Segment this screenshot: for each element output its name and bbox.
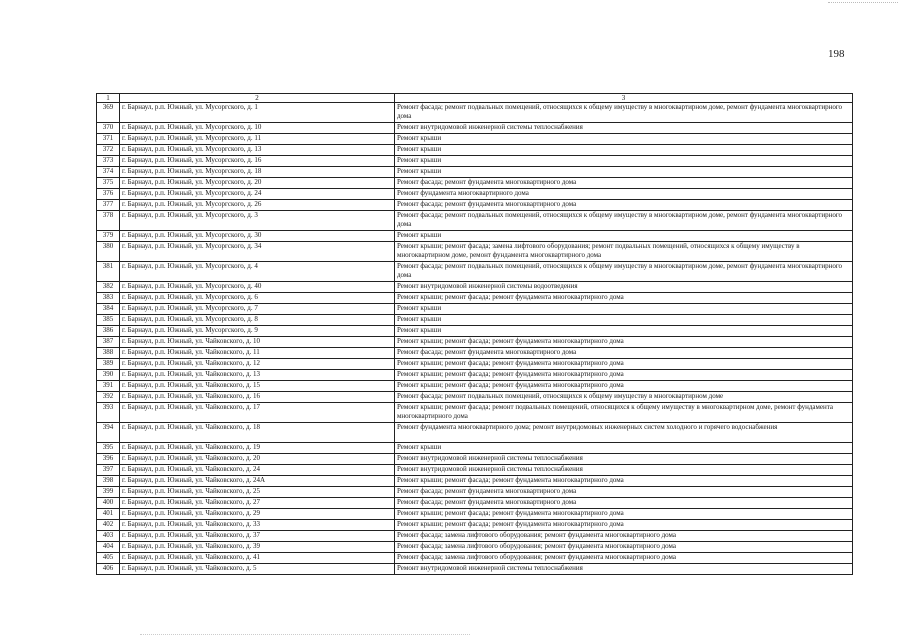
- table-header-row: [97, 94, 853, 103]
- row-works: Ремонт крыши; ремонт фасада; ремонт фундамента многоквартирного дома: [395, 381, 853, 392]
- table-row: [97, 282, 853, 293]
- row-number: 400: [97, 498, 120, 509]
- row-works: Ремонт фасада; замена лифтового оборудования; ремонт фундамента многоквартирного дома: [395, 531, 853, 542]
- table-row: [97, 443, 853, 454]
- row-works: Ремонт фасада; ремонт фундамента многоквартирного дома: [395, 178, 853, 189]
- row-address: г. Барнаул, р.п. Южный, ул. Мусоргского, д. 30: [120, 231, 395, 242]
- row-address: г. Барнаул, р.п. Южный, ул. Мусоргского, д. 13: [120, 145, 395, 156]
- row-works: Ремонт крыши: [395, 167, 853, 178]
- page-number: 198: [828, 48, 845, 60]
- row-works: Ремонт крыши: [395, 326, 853, 337]
- row-works: Ремонт фасада; ремонт фундамента многоквартирного дома: [395, 498, 853, 509]
- row-works: Ремонт крыши: [395, 134, 853, 145]
- row-address: г. Барнаул, р.п. Южный, ул. Чайковского, д. 20: [120, 454, 395, 465]
- top-rule: [828, 2, 898, 3]
- table-row: [97, 465, 853, 476]
- row-address: г. Барнаул, р.п. Южный, ул. Мусоргского, д. 10: [120, 123, 395, 134]
- table-row: [97, 167, 853, 178]
- row-number: 381: [97, 262, 120, 282]
- row-number: 387: [97, 337, 120, 348]
- table-row: [97, 381, 853, 392]
- row-address: г. Барнаул, р.п. Южный, ул. Чайковского, д. 27: [120, 498, 395, 509]
- footer-marks: [140, 634, 470, 635]
- row-works: Ремонт фасада; замена лифтового оборудования; ремонт фундамента многоквартирного дома: [395, 553, 853, 564]
- row-address: г. Барнаул, р.п. Южный, ул. Мусоргского, д. 40: [120, 282, 395, 293]
- row-address: г. Барнаул, р.п. Южный, ул. Чайковского, д. 19: [120, 443, 395, 454]
- header-col-3: 3: [395, 94, 853, 103]
- row-works: Ремонт фасада; замена лифтового оборудования; ремонт фундамента многоквартирного дома: [395, 542, 853, 553]
- row-number: 378: [97, 211, 120, 231]
- table-row: [97, 370, 853, 381]
- row-works: Ремонт фасада; ремонт фундамента многоквартирного дома: [395, 200, 853, 211]
- row-number: 382: [97, 282, 120, 293]
- row-number: 373: [97, 156, 120, 167]
- row-number: 395: [97, 443, 120, 454]
- row-number: 388: [97, 348, 120, 359]
- table-row: [97, 348, 853, 359]
- row-address: г. Барнаул, р.п. Южный, ул. Мусоргского, д. 16: [120, 156, 395, 167]
- row-number: 394: [97, 423, 120, 443]
- table-row: [97, 211, 853, 231]
- row-number: 401: [97, 509, 120, 520]
- row-works: Ремонт фундамента многоквартирного дома: [395, 189, 853, 200]
- row-number: 385: [97, 315, 120, 326]
- table-row: [97, 564, 853, 575]
- row-number: 370: [97, 123, 120, 134]
- row-number: 391: [97, 381, 120, 392]
- row-number: 405: [97, 553, 120, 564]
- row-number: 384: [97, 304, 120, 315]
- table-row: [97, 403, 853, 423]
- row-number: 380: [97, 242, 120, 262]
- row-number: 398: [97, 476, 120, 487]
- row-number: 369: [97, 103, 120, 123]
- row-works: Ремонт крыши; ремонт фасада; ремонт фундамента многоквартирного дома: [395, 520, 853, 531]
- table-row: [97, 520, 853, 531]
- row-works: Ремонт крыши: [395, 156, 853, 167]
- row-number: 376: [97, 189, 120, 200]
- row-address: г. Барнаул, р.п. Южный, ул. Мусоргского, д. 26: [120, 200, 395, 211]
- table-row: [97, 123, 853, 134]
- row-address: г. Барнаул, р.п. Южный, ул. Мусоргского, д. 11: [120, 134, 395, 145]
- table-row: [97, 423, 853, 443]
- row-works: Ремонт крыши: [395, 231, 853, 242]
- row-address: г. Барнаул, р.п. Южный, ул. Мусоргского, д. 4: [120, 262, 395, 282]
- row-number: 402: [97, 520, 120, 531]
- row-address: г. Барнаул, р.п. Южный, ул. Чайковского, д. 12: [120, 359, 395, 370]
- table-row: [97, 242, 853, 262]
- row-address: г. Барнаул, р.п. Южный, ул. Чайковского, д. 24: [120, 465, 395, 476]
- row-address: г. Барнаул, р.п. Южный, ул. Чайковского, д. 29: [120, 509, 395, 520]
- row-works: Ремонт крыши; ремонт фасада; ремонт фундамента многоквартирного дома: [395, 293, 853, 304]
- row-number: 399: [97, 487, 120, 498]
- row-works: Ремонт крыши; ремонт фасада; ремонт подвальных помещений, относящихся к общему имуществу в многоквартирном доме, ремонт фундамента многоквартирного дома: [395, 403, 853, 423]
- row-works: Ремонт фасада; ремонт подвальных помещений, относящихся к общему имуществу в многоквартирном доме, ремонт фундамента многоквартирного дома: [395, 262, 853, 282]
- row-number: 403: [97, 531, 120, 542]
- table-row: [97, 509, 853, 520]
- row-works: Ремонт фасада; ремонт подвальных помещений, относящихся к общему имуществу в многоквартирном доме, ремонт фундамента многоквартирного дома: [395, 103, 853, 123]
- row-works: Ремонт крыши; ремонт фасада; ремонт фундамента многоквартирного дома: [395, 337, 853, 348]
- row-works: Ремонт крыши: [395, 304, 853, 315]
- row-address: г. Барнаул, р.п. Южный, ул. Мусоргского, д. 3: [120, 211, 395, 231]
- row-number: 393: [97, 403, 120, 423]
- row-works: Ремонт фасада; ремонт фундамента многоквартирного дома: [395, 348, 853, 359]
- row-address: г. Барнаул, р.п. Южный, ул. Мусоргского, д. 7: [120, 304, 395, 315]
- row-number: 386: [97, 326, 120, 337]
- row-address: г. Барнаул, р.п. Южный, ул. Мусоргского, д. 9: [120, 326, 395, 337]
- table-row: [97, 145, 853, 156]
- header-col-1: 1: [97, 94, 120, 103]
- row-works: Ремонт крыши: [395, 315, 853, 326]
- row-address: г. Барнаул, р.п. Южный, ул. Мусоргского, д. 18: [120, 167, 395, 178]
- row-address: г. Барнаул, р.п. Южный, ул. Чайковского, д. 24А: [120, 476, 395, 487]
- row-address: г. Барнаул, р.п. Южный, ул. Чайковского, д. 11: [120, 348, 395, 359]
- row-address: г. Барнаул, р.п. Южный, ул. Мусоргского, д. 34: [120, 242, 395, 262]
- row-number: 377: [97, 200, 120, 211]
- table-row: [97, 337, 853, 348]
- row-works: Ремонт крыши; ремонт фасада; ремонт фундамента многоквартирного дома: [395, 359, 853, 370]
- table-row: [97, 189, 853, 200]
- table-row: [97, 103, 853, 123]
- row-address: г. Барнаул, р.п. Южный, ул. Чайковского, д. 10: [120, 337, 395, 348]
- table-row: [97, 231, 853, 242]
- row-address: г. Барнаул, р.п. Южный, ул. Чайковского, д. 5: [120, 564, 395, 575]
- row-works: Ремонт внутридомовой инженерной системы водоотведения: [395, 282, 853, 293]
- row-works: Ремонт внутридомовой инженерной системы теплоснабжения: [395, 123, 853, 134]
- table-row: [97, 293, 853, 304]
- table-row: [97, 531, 853, 542]
- row-works: Ремонт фасада; ремонт подвальных помещений, относящихся к общему имуществу в многоквартирном доме, ремонт фундамента многоквартирного дома: [395, 211, 853, 231]
- row-address: г. Барнаул, р.п. Южный, ул. Мусоргского, д. 8: [120, 315, 395, 326]
- table-row: [97, 487, 853, 498]
- table-row: [97, 315, 853, 326]
- row-number: 383: [97, 293, 120, 304]
- row-works: Ремонт фундамента многоквартирного дома; ремонт внутридомовых инженерных систем холодного и горячего водоснабжения: [395, 423, 853, 443]
- table-row: [97, 542, 853, 553]
- row-address: г. Барнаул, р.п. Южный, ул. Чайковского, д. 15: [120, 381, 395, 392]
- row-number: 371: [97, 134, 120, 145]
- table-row: [97, 304, 853, 315]
- table-row: [97, 476, 853, 487]
- row-address: г. Барнаул, р.п. Южный, ул. Мусоргского, д. 6: [120, 293, 395, 304]
- row-number: 389: [97, 359, 120, 370]
- table-row: [97, 553, 853, 564]
- table-row: [97, 178, 853, 189]
- table-row: [97, 498, 853, 509]
- row-works: Ремонт фасада; ремонт фундамента многоквартирного дома: [395, 487, 853, 498]
- row-number: 396: [97, 454, 120, 465]
- row-address: г. Барнаул, р.п. Южный, ул. Чайковского, д. 41: [120, 553, 395, 564]
- row-number: 390: [97, 370, 120, 381]
- table-row: [97, 134, 853, 145]
- works-table: [96, 93, 853, 575]
- row-works: Ремонт внутридомовой инженерной системы теплоснабжения: [395, 564, 853, 575]
- table-row: [97, 156, 853, 167]
- table-row: [97, 392, 853, 403]
- row-number: 372: [97, 145, 120, 156]
- table-row: [97, 200, 853, 211]
- row-address: г. Барнаул, р.п. Южный, ул. Мусоргского, д. 24: [120, 189, 395, 200]
- row-number: 406: [97, 564, 120, 575]
- table-row: [97, 454, 853, 465]
- row-works: Ремонт крыши; ремонт фасада; замена лифтового оборудования; ремонт подвальных помещений, относящихся к общему имуществу в многоквартирном доме, ремонт фундамента многоквартирного дома: [395, 242, 853, 262]
- works-table-body: [97, 94, 853, 575]
- row-address: г. Барнаул, р.п. Южный, ул. Чайковского, д. 25: [120, 487, 395, 498]
- row-number: 374: [97, 167, 120, 178]
- row-works: Ремонт фасада; ремонт подвальных помещений, относящихся к общему имуществу в многоквартирном доме: [395, 392, 853, 403]
- row-number: 404: [97, 542, 120, 553]
- table-row: [97, 262, 853, 282]
- row-works: Ремонт внутридомовой инженерной системы теплоснабжения: [395, 454, 853, 465]
- row-works: Ремонт внутридомовой инженерной системы теплоснабжения: [395, 465, 853, 476]
- row-address: г. Барнаул, р.п. Южный, ул. Чайковского, д. 39: [120, 542, 395, 553]
- row-number: 397: [97, 465, 120, 476]
- row-works: Ремонт крыши; ремонт фасада; ремонт фундамента многоквартирного дома: [395, 509, 853, 520]
- row-address: г. Барнаул, р.п. Южный, ул. Мусоргского, д. 1: [120, 103, 395, 123]
- row-works: Ремонт крыши; ремонт фасада; ремонт фундамента многоквартирного дома: [395, 476, 853, 487]
- row-address: г. Барнаул, р.п. Южный, ул. Чайковского, д. 13: [120, 370, 395, 381]
- table-row: [97, 359, 853, 370]
- row-works: Ремонт крыши: [395, 145, 853, 156]
- row-address: г. Барнаул, р.п. Южный, ул. Чайковского, д. 17: [120, 403, 395, 423]
- row-number: 375: [97, 178, 120, 189]
- row-address: г. Барнаул, р.п. Южный, ул. Чайковского, д. 33: [120, 520, 395, 531]
- row-address: г. Барнаул, р.п. Южный, ул. Мусоргского, д. 20: [120, 178, 395, 189]
- table-row: [97, 326, 853, 337]
- row-works: Ремонт крыши: [395, 443, 853, 454]
- row-address: г. Барнаул, р.п. Южный, ул. Чайковского, д. 18: [120, 423, 395, 443]
- row-number: 379: [97, 231, 120, 242]
- header-col-2: 2: [120, 94, 395, 103]
- row-address: г. Барнаул, р.п. Южный, ул. Чайковского, д. 37: [120, 531, 395, 542]
- row-address: г. Барнаул, р.п. Южный, ул. Чайковского, д. 16: [120, 392, 395, 403]
- row-number: 392: [97, 392, 120, 403]
- row-works: Ремонт крыши; ремонт фасада; ремонт фундамента многоквартирного дома: [395, 370, 853, 381]
